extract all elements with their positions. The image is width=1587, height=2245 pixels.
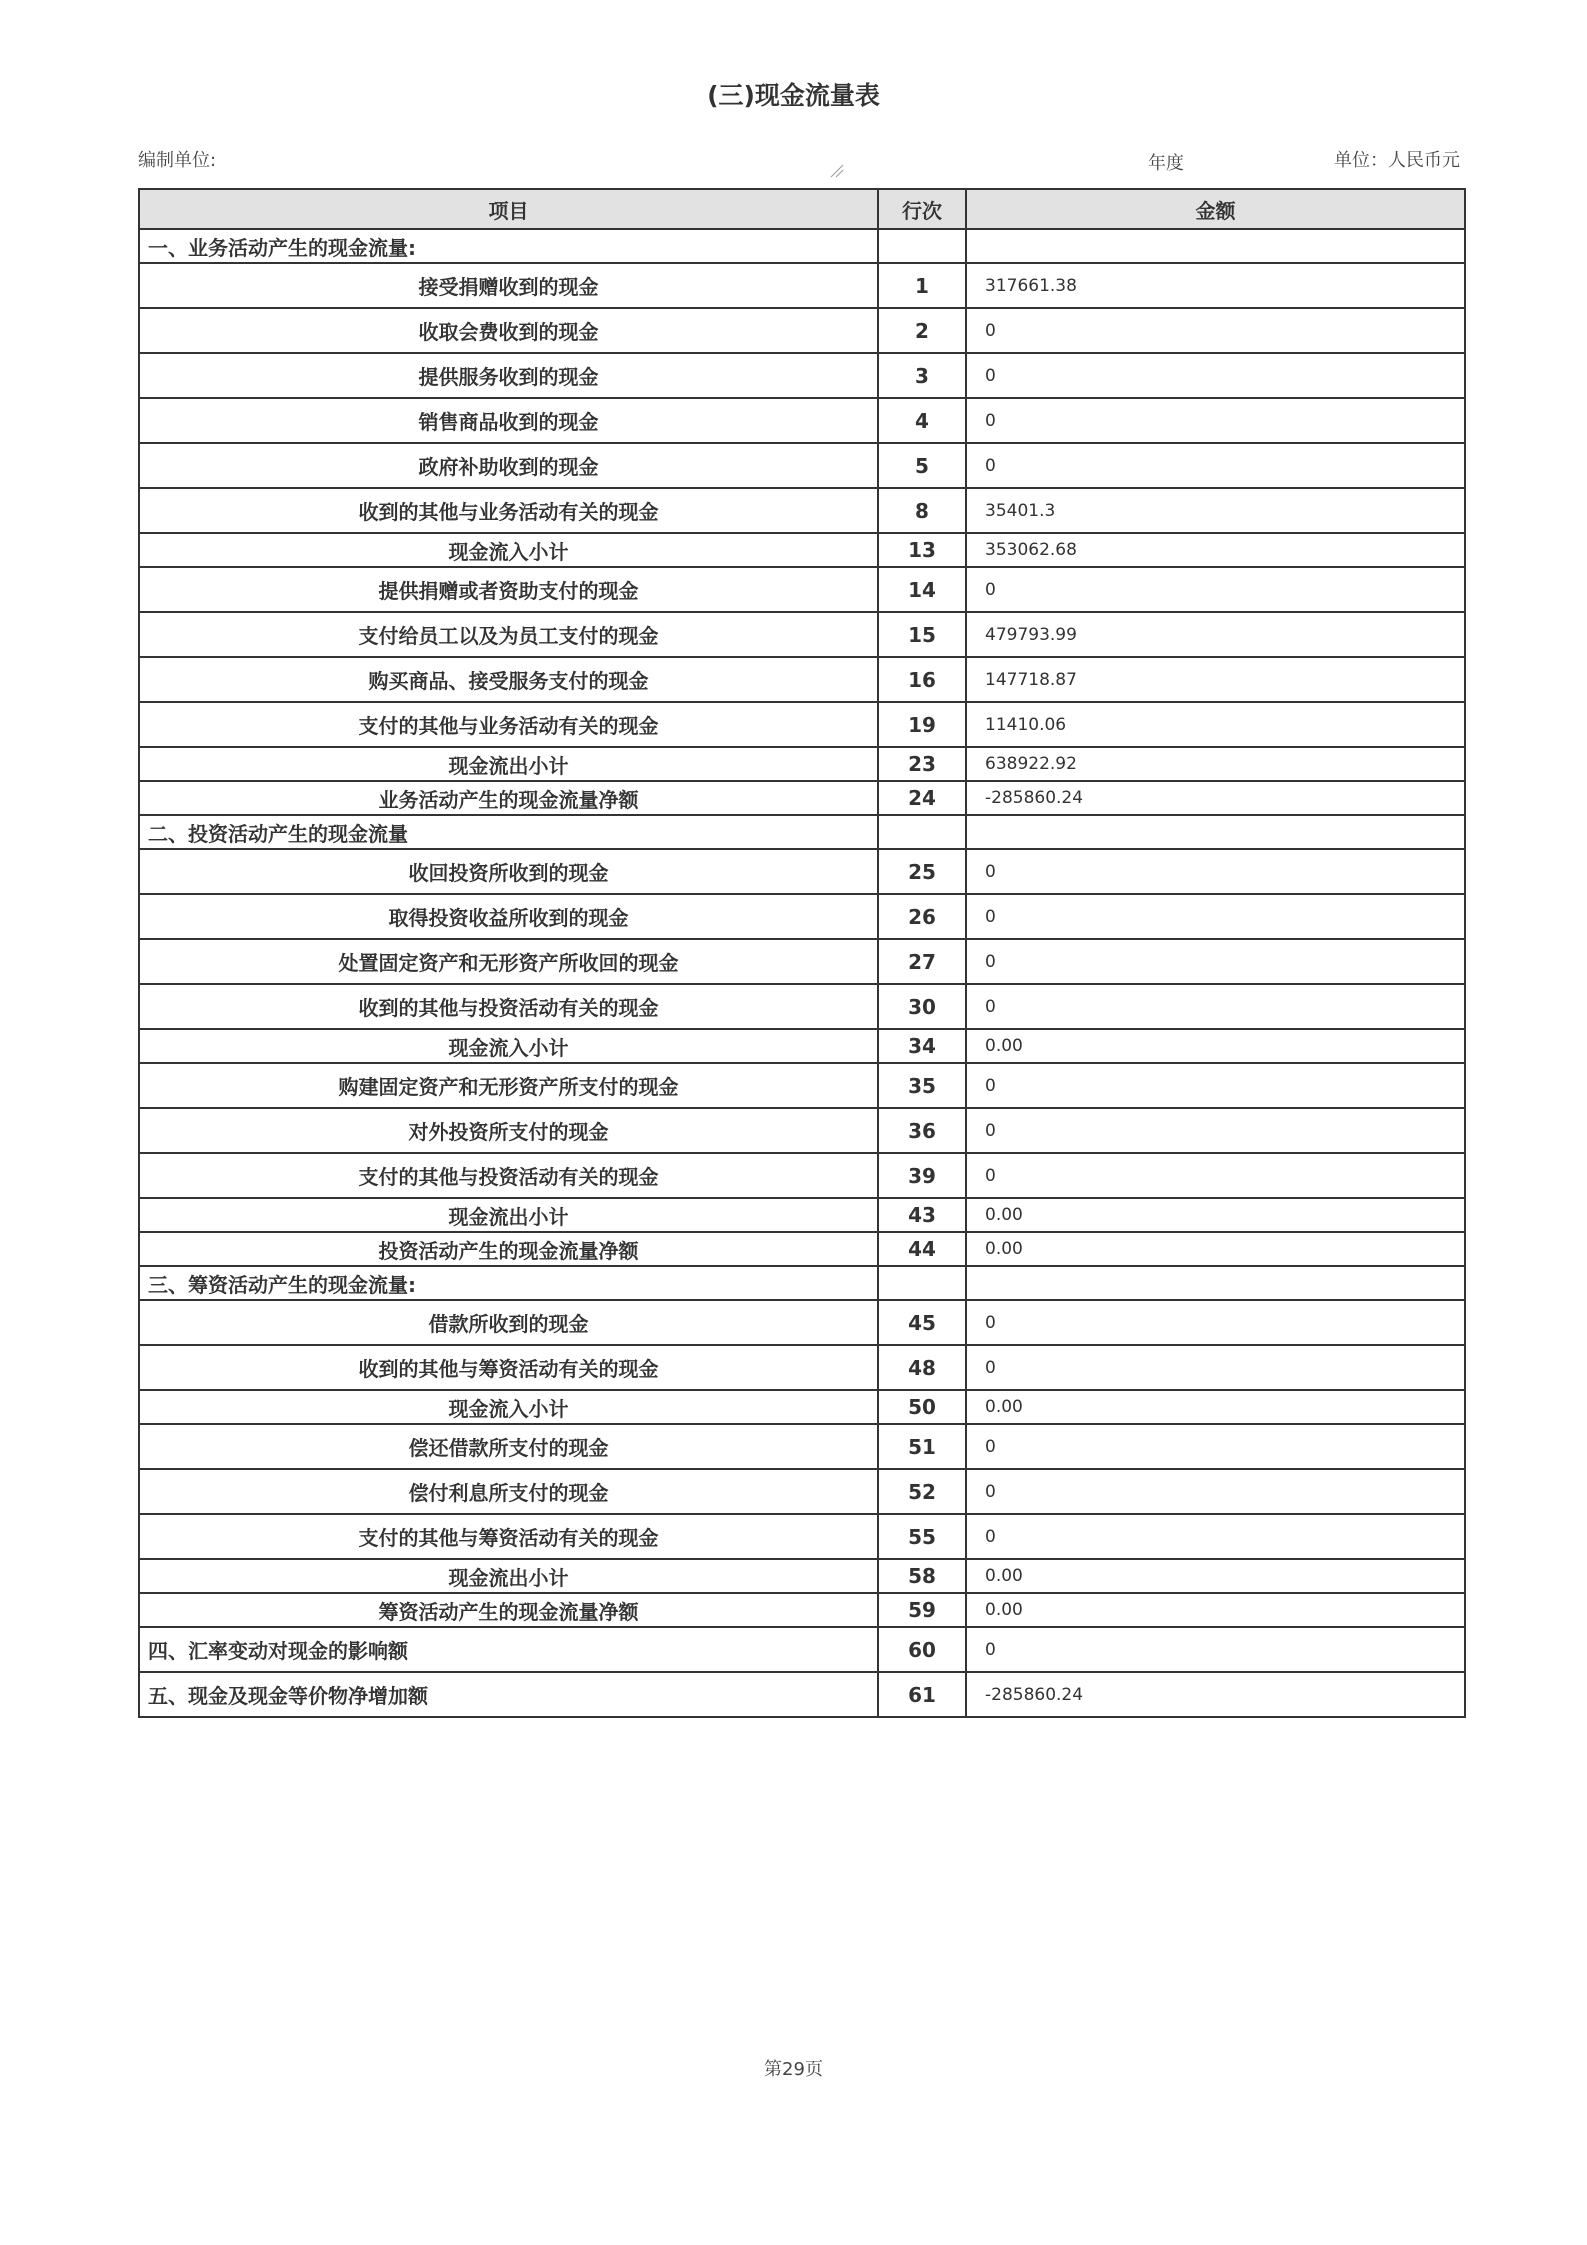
page-title: (三)现金流量表 bbox=[707, 81, 880, 110]
table-row bbox=[139, 1153, 1465, 1198]
row-amount: 0 bbox=[966, 1300, 1465, 1345]
row-amount: 0 bbox=[966, 308, 1465, 353]
row-line-number: 1 bbox=[878, 263, 966, 308]
row-line-number bbox=[878, 815, 966, 849]
row-amount: 0 bbox=[966, 1424, 1465, 1469]
page-number: 第29页 bbox=[764, 2059, 823, 2080]
table-row bbox=[139, 533, 1465, 567]
row-item-label: 现金流入小计 bbox=[139, 1390, 878, 1424]
row-amount: 0 bbox=[966, 443, 1465, 488]
table-row bbox=[139, 1266, 1465, 1300]
row-item-label: 偿付利息所支付的现金 bbox=[139, 1469, 878, 1514]
preparing-unit-label: 编制单位: bbox=[138, 150, 217, 171]
row-line-number: 51 bbox=[878, 1424, 966, 1469]
currency-unit-label: 单位：人民币元 bbox=[1334, 150, 1460, 171]
table-row bbox=[139, 1514, 1465, 1559]
table-row bbox=[139, 702, 1465, 747]
row-item-label: 购建固定资产和无形资产所支付的现金 bbox=[139, 1063, 878, 1108]
row-item-label: 收到的其他与筹资活动有关的现金 bbox=[139, 1345, 878, 1390]
row-line-number: 59 bbox=[878, 1593, 966, 1627]
row-item-label: 四、汇率变动对现金的影响额 bbox=[139, 1627, 878, 1672]
table-row bbox=[139, 1198, 1465, 1232]
row-line-number: 55 bbox=[878, 1514, 966, 1559]
row-item-label: 取得投资收益所收到的现金 bbox=[139, 894, 878, 939]
row-item-label: 处置固定资产和无形资产所收回的现金 bbox=[139, 939, 878, 984]
table-row bbox=[139, 939, 1465, 984]
table-row bbox=[139, 1029, 1465, 1063]
table-row bbox=[139, 398, 1465, 443]
column-header-line: 行次 bbox=[878, 189, 966, 229]
row-item-label: 二、投资活动产生的现金流量 bbox=[139, 815, 878, 849]
row-line-number: 4 bbox=[878, 398, 966, 443]
row-amount bbox=[966, 815, 1465, 849]
table-row bbox=[139, 894, 1465, 939]
row-item-label: 一、业务活动产生的现金流量: bbox=[139, 229, 878, 263]
row-item-label: 购买商品、接受服务支付的现金 bbox=[139, 657, 878, 702]
table-row bbox=[139, 229, 1465, 263]
table-row bbox=[139, 353, 1465, 398]
table-row bbox=[139, 263, 1465, 308]
row-amount: 0 bbox=[966, 1108, 1465, 1153]
row-item-label: 三、筹资活动产生的现金流量: bbox=[139, 1266, 878, 1300]
row-line-number bbox=[878, 1266, 966, 1300]
row-item-label: 现金流入小计 bbox=[139, 1029, 878, 1063]
row-line-number: 36 bbox=[878, 1108, 966, 1153]
row-amount: -285860.24 bbox=[966, 781, 1465, 815]
row-item-label: 提供捐赠或者资助支付的现金 bbox=[139, 567, 878, 612]
row-item-label: 提供服务收到的现金 bbox=[139, 353, 878, 398]
row-amount: 0 bbox=[966, 939, 1465, 984]
row-amount: 0 bbox=[966, 1345, 1465, 1390]
row-line-number: 45 bbox=[878, 1300, 966, 1345]
row-amount: 0 bbox=[966, 353, 1465, 398]
row-line-number: 61 bbox=[878, 1672, 966, 1717]
row-amount: 0.00 bbox=[966, 1232, 1465, 1266]
row-line-number: 19 bbox=[878, 702, 966, 747]
row-line-number: 30 bbox=[878, 984, 966, 1029]
row-item-label: 收到的其他与投资活动有关的现金 bbox=[139, 984, 878, 1029]
table-row bbox=[139, 612, 1465, 657]
row-amount: -285860.24 bbox=[966, 1672, 1465, 1717]
row-amount: 0 bbox=[966, 1514, 1465, 1559]
row-line-number: 16 bbox=[878, 657, 966, 702]
table-row bbox=[139, 443, 1465, 488]
row-line-number: 5 bbox=[878, 443, 966, 488]
row-amount: 317661.38 bbox=[966, 263, 1465, 308]
row-line-number: 58 bbox=[878, 1559, 966, 1593]
row-line-number: 24 bbox=[878, 781, 966, 815]
table-row bbox=[139, 1300, 1465, 1345]
row-amount: 479793.99 bbox=[966, 612, 1465, 657]
row-amount: 0 bbox=[966, 1469, 1465, 1514]
row-line-number: 50 bbox=[878, 1390, 966, 1424]
table-row bbox=[139, 1672, 1465, 1717]
table-row bbox=[139, 1390, 1465, 1424]
row-amount: 0.00 bbox=[966, 1029, 1465, 1063]
table-header-row bbox=[139, 189, 1465, 229]
table-row bbox=[139, 1063, 1465, 1108]
row-item-label: 收取会费收到的现金 bbox=[139, 308, 878, 353]
row-line-number: 14 bbox=[878, 567, 966, 612]
row-item-label: 支付的其他与筹资活动有关的现金 bbox=[139, 1514, 878, 1559]
cash-flow-table bbox=[138, 188, 1466, 1718]
table-row bbox=[139, 308, 1465, 353]
column-header-item: 项目 bbox=[139, 189, 878, 229]
table-row bbox=[139, 1593, 1465, 1627]
row-line-number: 52 bbox=[878, 1469, 966, 1514]
row-amount: 353062.68 bbox=[966, 533, 1465, 567]
row-item-label: 借款所收到的现金 bbox=[139, 1300, 878, 1345]
table-row bbox=[139, 1108, 1465, 1153]
row-item-label: 支付给员工以及为员工支付的现金 bbox=[139, 612, 878, 657]
table-row bbox=[139, 567, 1465, 612]
table-row bbox=[139, 984, 1465, 1029]
row-amount: 0 bbox=[966, 1153, 1465, 1198]
row-amount: 0 bbox=[966, 1627, 1465, 1672]
table-row bbox=[139, 747, 1465, 781]
row-amount: 11410.06 bbox=[966, 702, 1465, 747]
row-item-label: 销售商品收到的现金 bbox=[139, 398, 878, 443]
resize-grip-icon[interactable] bbox=[828, 162, 844, 178]
row-line-number: 23 bbox=[878, 747, 966, 781]
row-amount: 0 bbox=[966, 398, 1465, 443]
table-row bbox=[139, 1345, 1465, 1390]
row-line-number: 35 bbox=[878, 1063, 966, 1108]
row-amount: 638922.92 bbox=[966, 747, 1465, 781]
row-line-number: 8 bbox=[878, 488, 966, 533]
table-row bbox=[139, 1469, 1465, 1514]
row-amount: 0 bbox=[966, 567, 1465, 612]
row-amount: 0.00 bbox=[966, 1593, 1465, 1627]
row-amount: 147718.87 bbox=[966, 657, 1465, 702]
row-amount: 0 bbox=[966, 849, 1465, 894]
row-line-number bbox=[878, 229, 966, 263]
row-amount: 35401.3 bbox=[966, 488, 1465, 533]
row-item-label: 对外投资所支付的现金 bbox=[139, 1108, 878, 1153]
row-item-label: 支付的其他与投资活动有关的现金 bbox=[139, 1153, 878, 1198]
row-line-number: 43 bbox=[878, 1198, 966, 1232]
row-line-number: 3 bbox=[878, 353, 966, 398]
row-item-label: 现金流出小计 bbox=[139, 1559, 878, 1593]
row-line-number: 27 bbox=[878, 939, 966, 984]
table-body bbox=[139, 229, 1465, 1717]
column-header-amount: 金额 bbox=[966, 189, 1465, 229]
table-row bbox=[139, 657, 1465, 702]
row-line-number: 44 bbox=[878, 1232, 966, 1266]
row-line-number: 34 bbox=[878, 1029, 966, 1063]
row-item-label: 支付的其他与业务活动有关的现金 bbox=[139, 702, 878, 747]
row-item-label: 现金流出小计 bbox=[139, 1198, 878, 1232]
row-line-number: 25 bbox=[878, 849, 966, 894]
row-item-label: 业务活动产生的现金流量净额 bbox=[139, 781, 878, 815]
row-line-number: 2 bbox=[878, 308, 966, 353]
row-line-number: 60 bbox=[878, 1627, 966, 1672]
row-item-label: 现金流入小计 bbox=[139, 533, 878, 567]
row-item-label: 筹资活动产生的现金流量净额 bbox=[139, 1593, 878, 1627]
row-amount bbox=[966, 229, 1465, 263]
table-row bbox=[139, 815, 1465, 849]
row-amount: 0.00 bbox=[966, 1390, 1465, 1424]
table-row bbox=[139, 849, 1465, 894]
table-row bbox=[139, 1424, 1465, 1469]
table-row bbox=[139, 1232, 1465, 1266]
row-item-label: 收到的其他与业务活动有关的现金 bbox=[139, 488, 878, 533]
table-row bbox=[139, 781, 1465, 815]
row-line-number: 15 bbox=[878, 612, 966, 657]
row-item-label: 五、现金及现金等价物净增加额 bbox=[139, 1672, 878, 1717]
row-amount bbox=[966, 1266, 1465, 1300]
row-item-label: 接受捐赠收到的现金 bbox=[139, 263, 878, 308]
table-row bbox=[139, 1559, 1465, 1593]
row-amount: 0.00 bbox=[966, 1559, 1465, 1593]
row-item-label: 政府补助收到的现金 bbox=[139, 443, 878, 488]
row-item-label: 偿还借款所支付的现金 bbox=[139, 1424, 878, 1469]
row-line-number: 39 bbox=[878, 1153, 966, 1198]
row-amount: 0 bbox=[966, 1063, 1465, 1108]
row-amount: 0 bbox=[966, 984, 1465, 1029]
row-item-label: 收回投资所收到的现金 bbox=[139, 849, 878, 894]
row-line-number: 48 bbox=[878, 1345, 966, 1390]
row-item-label: 现金流出小计 bbox=[139, 747, 878, 781]
row-amount: 0 bbox=[966, 894, 1465, 939]
row-amount: 0.00 bbox=[966, 1198, 1465, 1232]
year-label: 年度 bbox=[1148, 153, 1184, 174]
row-item-label: 投资活动产生的现金流量净额 bbox=[139, 1232, 878, 1266]
row-line-number: 13 bbox=[878, 533, 966, 567]
row-line-number: 26 bbox=[878, 894, 966, 939]
table-row bbox=[139, 488, 1465, 533]
table-row bbox=[139, 1627, 1465, 1672]
